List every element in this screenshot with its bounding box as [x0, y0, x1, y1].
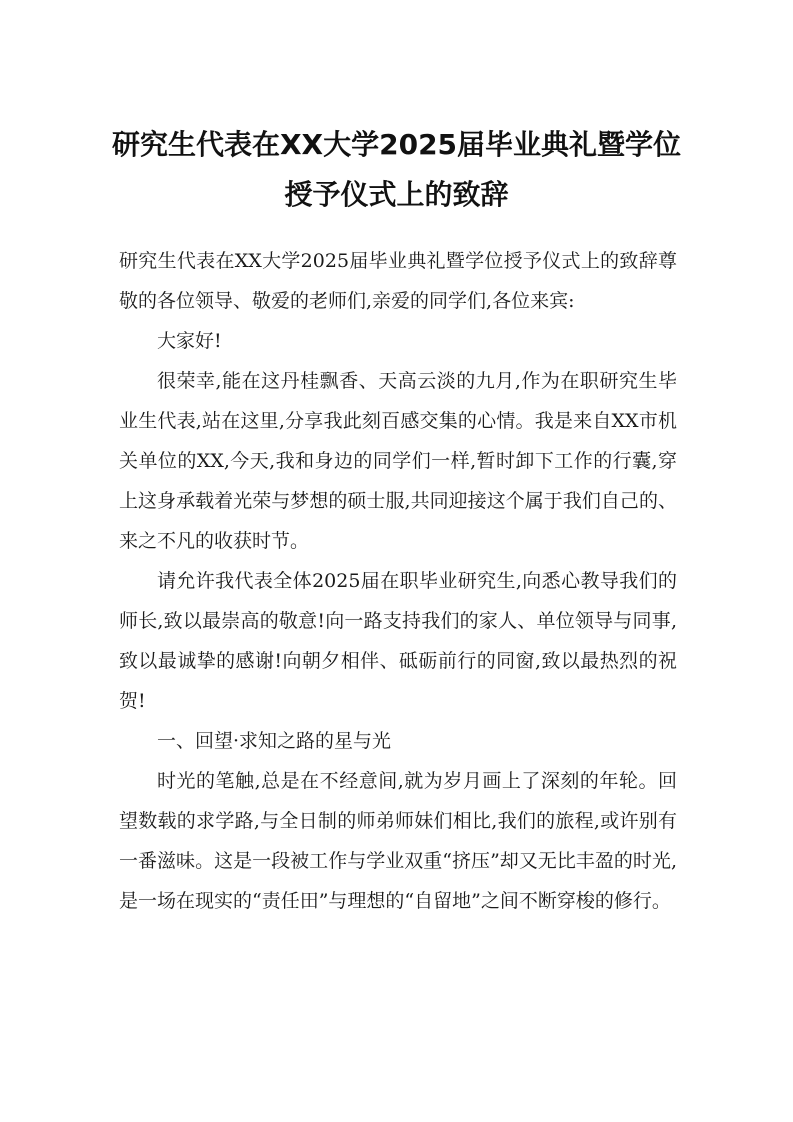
- document-body: [119, 241, 677, 921]
- reflection-paragraph: 时光的笔触,总是在不经意间,就为岁月画上了深刻的年轮。回望数载的求学路,与全日制的师弟师妹们相比,我们的旅程,或许别有一番滋味。这是一段被工作与学业双重“挤压”却又无比丰盈的时光,是一场在现实的“责任田”与理想的“自留地”之间不断穿梭的修行。: [119, 770, 677, 912]
- opening-paragraph: 研究生代表在XX大学2025届毕业典礼暨学位授予仪式上的致辞尊敬的各位领导、敬爱的老师们,亲爱的同学们,各位来宾:: [119, 250, 677, 312]
- greeting-paragraph: 大家好!: [157, 330, 222, 352]
- section-heading: 一、回望·求知之路的星与光: [157, 730, 392, 752]
- document-title: 研究生代表在XX大学2025届毕业典礼暨学位授予仪式上的致辞: [111, 128, 682, 211]
- gratitude-paragraph: 请允许我代表全体2025届在职毕业研究生,向悉心教导我们的师长,致以最崇高的敬意!向一路支持我们的家人、单位领导与同事,致以最诚挚的感谢!向朝夕相伴、砥砺前行的同窗,致以最热烈的祝贺!: [119, 570, 677, 712]
- introduction-paragraph: 很荣幸,能在这丹桂飘香、天高云淡的九月,作为在职研究生毕业生代表,站在这里,分享我此刻百感交集的心情。我是来自XX市机关单位的XX,今天,我和身边的同学们一样,暂时卸下工作的行囊,穿上这身承载着光荣与梦想的硕士服,共同迎接这个属于我们自己的、来之不凡的收获时节。: [119, 370, 677, 552]
